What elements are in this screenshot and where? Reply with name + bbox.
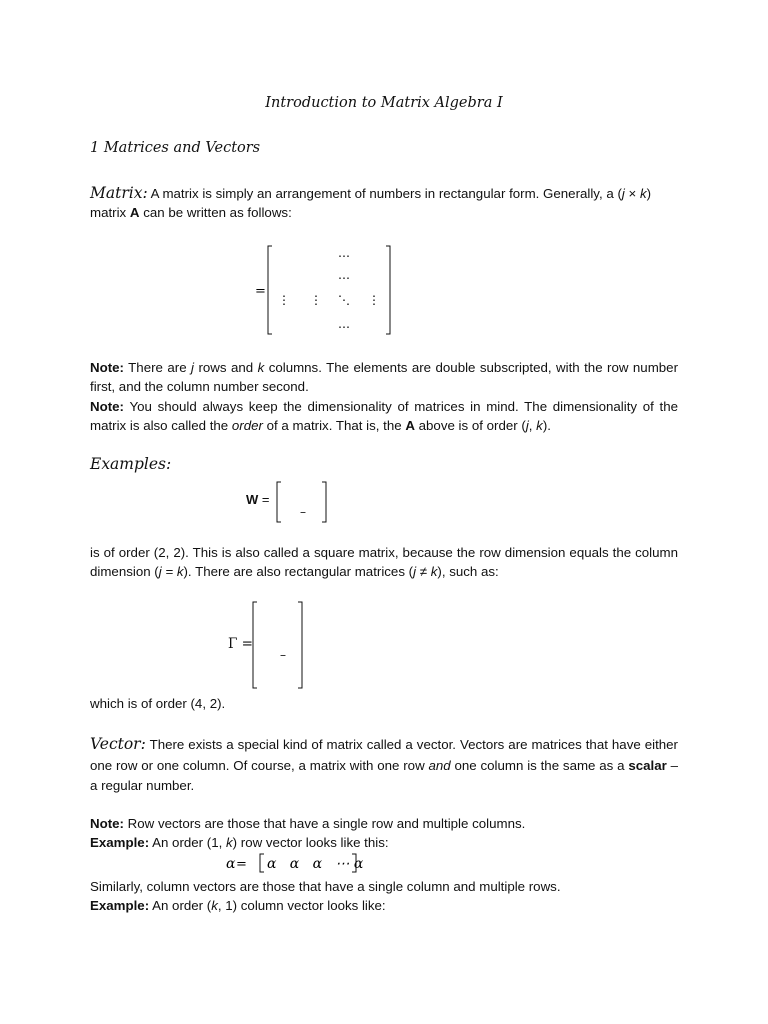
hdots-row2: … [338,268,350,282]
document-title: Introduction to Matrix Algebra I [265,95,503,111]
section-heading-matrices-vectors: 1 Matrices and Vectors [90,140,261,156]
matrix-definition: Matrix: A matrix is simply an arrangement of numbers in rectangular form. Generally, a (j × k) matrix A can be written as follows: [90,184,652,220]
note-rows-columns: Note: There are j rows and k columns. The elements are double subscripted, with the row number first, and the column number second. [90,360,678,394]
square-matrix-text: is of order (2, 2). This is also called a square matrix, because the row dimension equals the column dimension (j = k). There are also rectangular matrices (j ≠ k), such as: [90,545,678,579]
example-column-vector: Example: An order (k, 1) column vector looks like: [90,898,386,913]
vdots-col2: ⋮ [310,293,322,307]
hdots-row4: … [338,317,350,331]
w-left-bracket [277,482,281,522]
note-row-vectors: Note: Row vectors are those that have a single row and multiple columns. [90,816,526,831]
gamma-right-bracket [298,602,302,688]
w-minus-sign: – [300,505,306,519]
gamma-matrix [246,598,310,692]
w-matrix [272,478,332,526]
row-vector-left-bracket [260,854,264,872]
general-matrix-equals: = [255,284,266,299]
general-matrix [250,240,400,340]
vector-definition: Vector: There exists a special kind of matrix called a vector. Vectors are matrices that have either one row or one column. Of course, a matrix with one row and one column is the same as a scalar – a regular number. [90,735,678,793]
gamma-minus-sign: – [280,648,286,662]
gamma-matrix-label: Γ = [228,636,253,652]
gamma-left-bracket [253,602,257,688]
note-dimensionality: Note: You should always keep the dimensionality of matrices in mind. The dimensionality of the matrix is also called the order of a matrix. That is, the A above is of order (j, k). [90,399,678,433]
hdots-row1: … [338,246,350,260]
examples-heading: Examples: [90,455,172,473]
ddots: ⋱ [338,293,350,307]
example-row-vector: Example: An order (1, k) row vector looks like this: [90,835,389,850]
vector-lead: Vector: [90,735,146,753]
row-vector-equation [224,850,364,876]
vdots-col4: ⋮ [368,293,380,307]
row-vector-equals: = [236,857,247,872]
row-vector-entries: α α α ⋯ α [267,856,364,872]
matrix-lead: Matrix: [90,184,148,202]
order-4-2-text: which is of order (4, 2). [90,696,226,711]
w-matrix-label: W = [246,492,270,507]
vdots-col1: ⋮ [278,293,290,307]
right-bracket [386,246,390,334]
column-vectors-text: Similarly, column vectors are those that have a single column and multiple rows. [90,879,561,894]
left-bracket [268,246,272,334]
w-right-bracket [322,482,326,522]
row-vector-lhs: α [226,856,236,872]
